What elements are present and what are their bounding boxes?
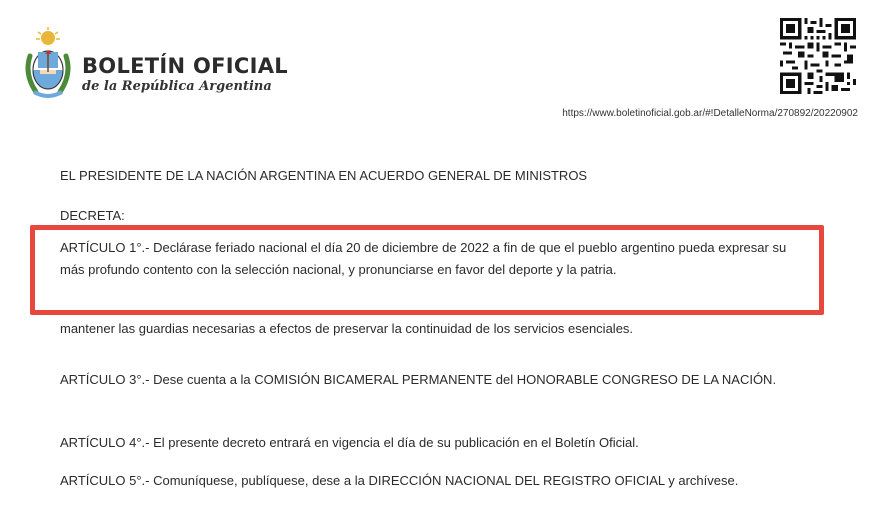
article-3: ARTÍCULO 3°.- Dese cuenta a la COMISIÓN BICAMERAL PERMANENTE del HONORABLE CONGRESO DE LA NACIÓN.: [60, 372, 777, 387]
coat-of-arms-logo: [22, 26, 74, 104]
article-4: ARTÍCULO 4°.- El presente decreto entrará en vigencia el día de su publicación en el Boletín Oficial.: [60, 435, 639, 450]
article-2-line-2: mantener las guardias necesarias a efectos de preservar la continuidad de los servicios esenciales.: [60, 321, 634, 336]
brand-subtitle: de la República Argentina: [82, 79, 272, 94]
article-5: ARTÍCULO 5°.- Comuníquese, publíquese, dese a la DIRECCIÓN NACIONAL DEL REGISTRO OFICIAL y archívese.: [60, 473, 739, 488]
brand-title: BOLETÍN OFICIAL: [82, 54, 288, 78]
document-url[interactable]: https://www.boletinoficial.gob.ar/#!DetalleNorma/270892/20220902: [562, 108, 858, 119]
qr-code: [780, 18, 856, 94]
article-1: ARTÍCULO 1°.- Declárase feriado nacional el día 20 de diciembre de 2022 a fin de que el pueblo argentino pueda expresar su más profundo contento con la selección nacional, y pronunciarse en favor del deporte y la patria.: [60, 240, 787, 277]
decree-heading: EL PRESIDENTE DE LA NACIÓN ARGENTINA EN ACUERDO GENERAL DE MINISTROS: [60, 168, 588, 183]
decreta-label: DECRETA:: [60, 208, 125, 223]
